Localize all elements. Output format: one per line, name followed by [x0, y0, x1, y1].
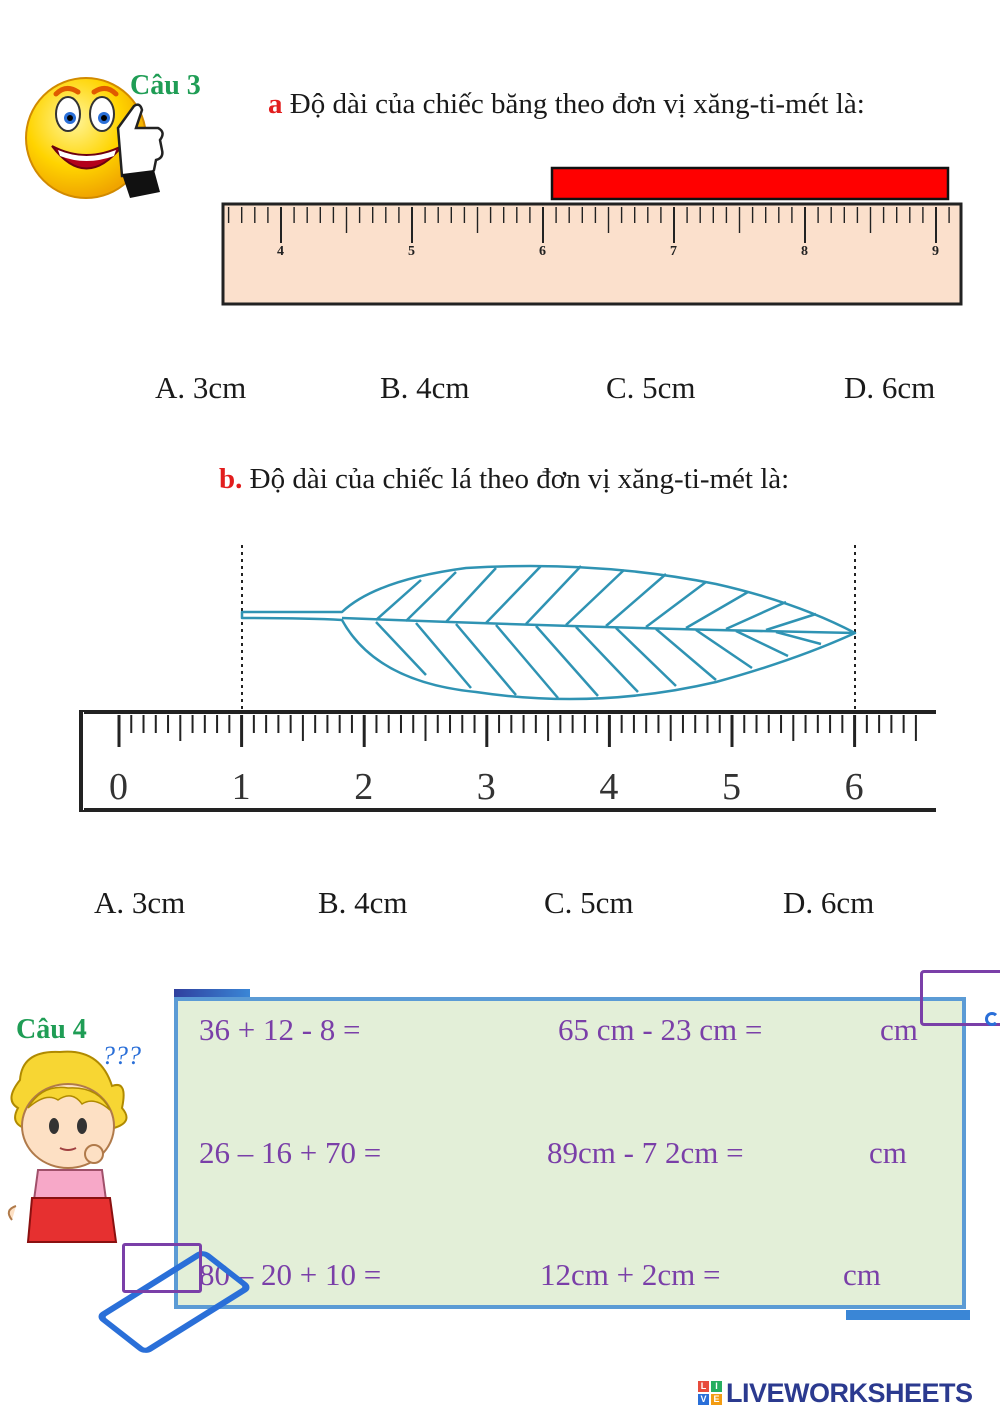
ruler-a-number: 6 [539, 244, 546, 259]
ruler-b-figure [76, 540, 936, 820]
option-a-part-b[interactable]: A. 3cm [94, 885, 186, 920]
answer-slot-1b[interactable] [790, 1010, 875, 1052]
option-d-part-b[interactable]: D. 6cm [783, 885, 875, 920]
answer-slot-1a[interactable] [400, 1010, 510, 1052]
liveworksheets-logo [698, 1380, 993, 1410]
question-4-label: Câu 4 [16, 1014, 87, 1045]
option-c-part-a[interactable]: C. 5cm [606, 370, 696, 405]
question-3b-prompt [219, 463, 789, 496]
ruler-a-number: 8 [801, 244, 808, 259]
decorative-square-frame [122, 1243, 202, 1293]
panel-top-accent [174, 989, 250, 997]
part-a-text: Độ dài của chiếc băng theo đơn vị xăng-ti-mét là: [282, 88, 865, 120]
thinking-girl-icon [2, 1030, 162, 1250]
ruler-b-number: 4 [599, 766, 619, 808]
ruler-b-body [81, 712, 936, 810]
option-b-part-a[interactable]: B. 4cm [380, 370, 470, 405]
red-ribbon [552, 168, 948, 199]
ruler-b-number: 5 [722, 766, 741, 808]
equation-1-right: 65 cm - 23 cm = [558, 1012, 763, 1047]
ruler-b-number: 1 [231, 766, 251, 808]
ruler-a-number: 4 [277, 244, 284, 259]
corner-hook [985, 1012, 999, 1026]
equation-2-left: 26 – 16 + 70 = [199, 1135, 382, 1170]
ruler-b-number: 6 [844, 766, 864, 808]
equation-1-unit: cm [880, 1012, 918, 1047]
logo-grid-icon: L I V E [698, 1381, 722, 1405]
option-b-part-b[interactable]: B. 4cm [318, 885, 408, 920]
option-a-part-a[interactable]: A. 3cm [155, 370, 247, 405]
option-c-part-b[interactable]: C. 5cm [544, 885, 634, 920]
option-d-part-a[interactable]: D. 6cm [844, 370, 936, 405]
ruler-b-number: 0 [109, 766, 128, 808]
ruler-a-number: 7 [670, 244, 677, 259]
ruler-b-number: 2 [354, 766, 374, 808]
part-b-text: Độ dài của chiếc lá theo đơn vị xăng-ti-mét là: [242, 463, 790, 495]
answer-slot-3b[interactable] [742, 1255, 837, 1297]
answer-slot-3a[interactable] [404, 1255, 514, 1297]
equation-3-right: 12cm + 2cm = [540, 1257, 721, 1292]
part-b-letter: b. [219, 463, 243, 495]
equation-2-right: 89cm - 7 2cm = [547, 1135, 744, 1170]
brand-name: LIVEWORKSHEETS [726, 1378, 973, 1408]
part-a-letter: a [268, 88, 283, 120]
equation-1-left: 36 + 12 - 8 = [199, 1012, 361, 1047]
ruler-a-figure [220, 165, 965, 310]
ruler-a-number: 5 [408, 244, 415, 259]
equation-3-unit: cm [843, 1257, 881, 1292]
question-marks: ??? [102, 1041, 141, 1070]
answer-slot-2b[interactable] [768, 1133, 863, 1175]
question-3-label: Câu 3 [130, 70, 201, 101]
answer-slot-2a[interactable] [412, 1133, 522, 1175]
ruler-b-number: 3 [476, 766, 496, 808]
question-3a-prompt [268, 88, 865, 121]
equation-3-left: 80 – 20 + 10 = [199, 1257, 382, 1292]
panel-bottom-accent [846, 1310, 970, 1320]
equation-2-unit: cm [869, 1135, 907, 1170]
leaf-icon [242, 566, 855, 699]
ruler-a-number: 9 [932, 244, 939, 259]
